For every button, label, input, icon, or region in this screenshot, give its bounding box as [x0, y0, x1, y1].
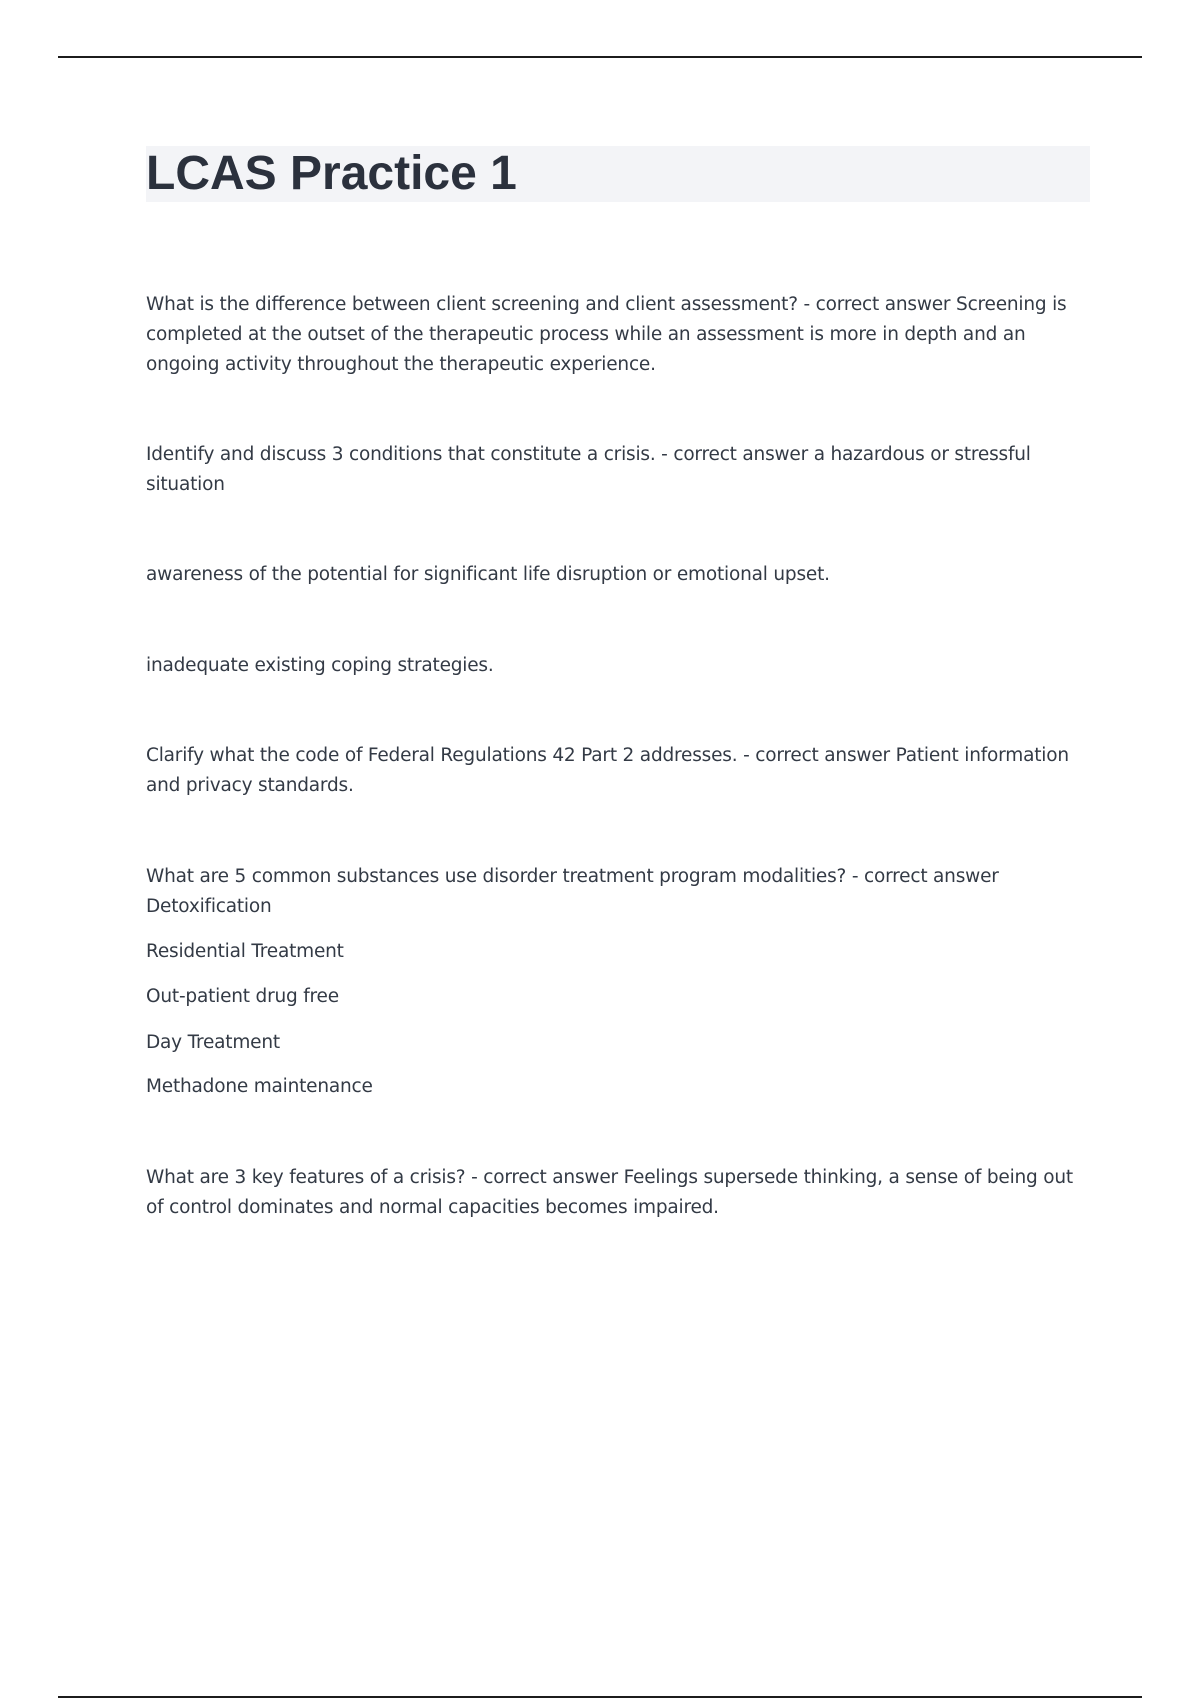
page-title: LCAS Practice 1: [146, 147, 517, 200]
list-item-methadone: Methadone maintenance: [146, 1076, 373, 1097]
paragraph-awareness: awareness of the potential for significant life disruption or emotional upset.: [146, 564, 830, 585]
qa-paragraph-crisis-features: What are 3 key features of a crisis? - correct answer Feelings supersede thinking, a sense of being out of control dominates and normal capacities becomes impaired.: [146, 1167, 1073, 1218]
list-item-residential: Residential Treatment: [146, 941, 344, 962]
qa-paragraph-modalities: What are 5 common substances use disorder treatment program modalities? - correct answer Detoxification: [146, 866, 999, 917]
list-item-day-treatment: Day Treatment: [146, 1032, 280, 1053]
qa-paragraph-screening: What is the difference between client screening and client assessment? - correct answer Screening is completed at the outset of the therapeutic process while an assessment is more in depth and an ongoing activity throughout the therapeutic experience.: [146, 294, 1067, 375]
bottom-rule: [58, 1696, 1142, 1698]
list-item-outpatient: Out-patient drug free: [146, 986, 339, 1007]
paragraph-coping: inadequate existing coping strategies.: [146, 655, 494, 676]
qa-paragraph-crisis-conditions: Identify and discuss 3 conditions that constitute a crisis. - correct answer a hazardous or stressful situation: [146, 444, 1031, 495]
top-rule: [58, 56, 1142, 58]
qa-paragraph-federal-regulations: Clarify what the code of Federal Regulations 42 Part 2 addresses. - correct answer Patient information and privacy standards.: [146, 745, 1069, 796]
